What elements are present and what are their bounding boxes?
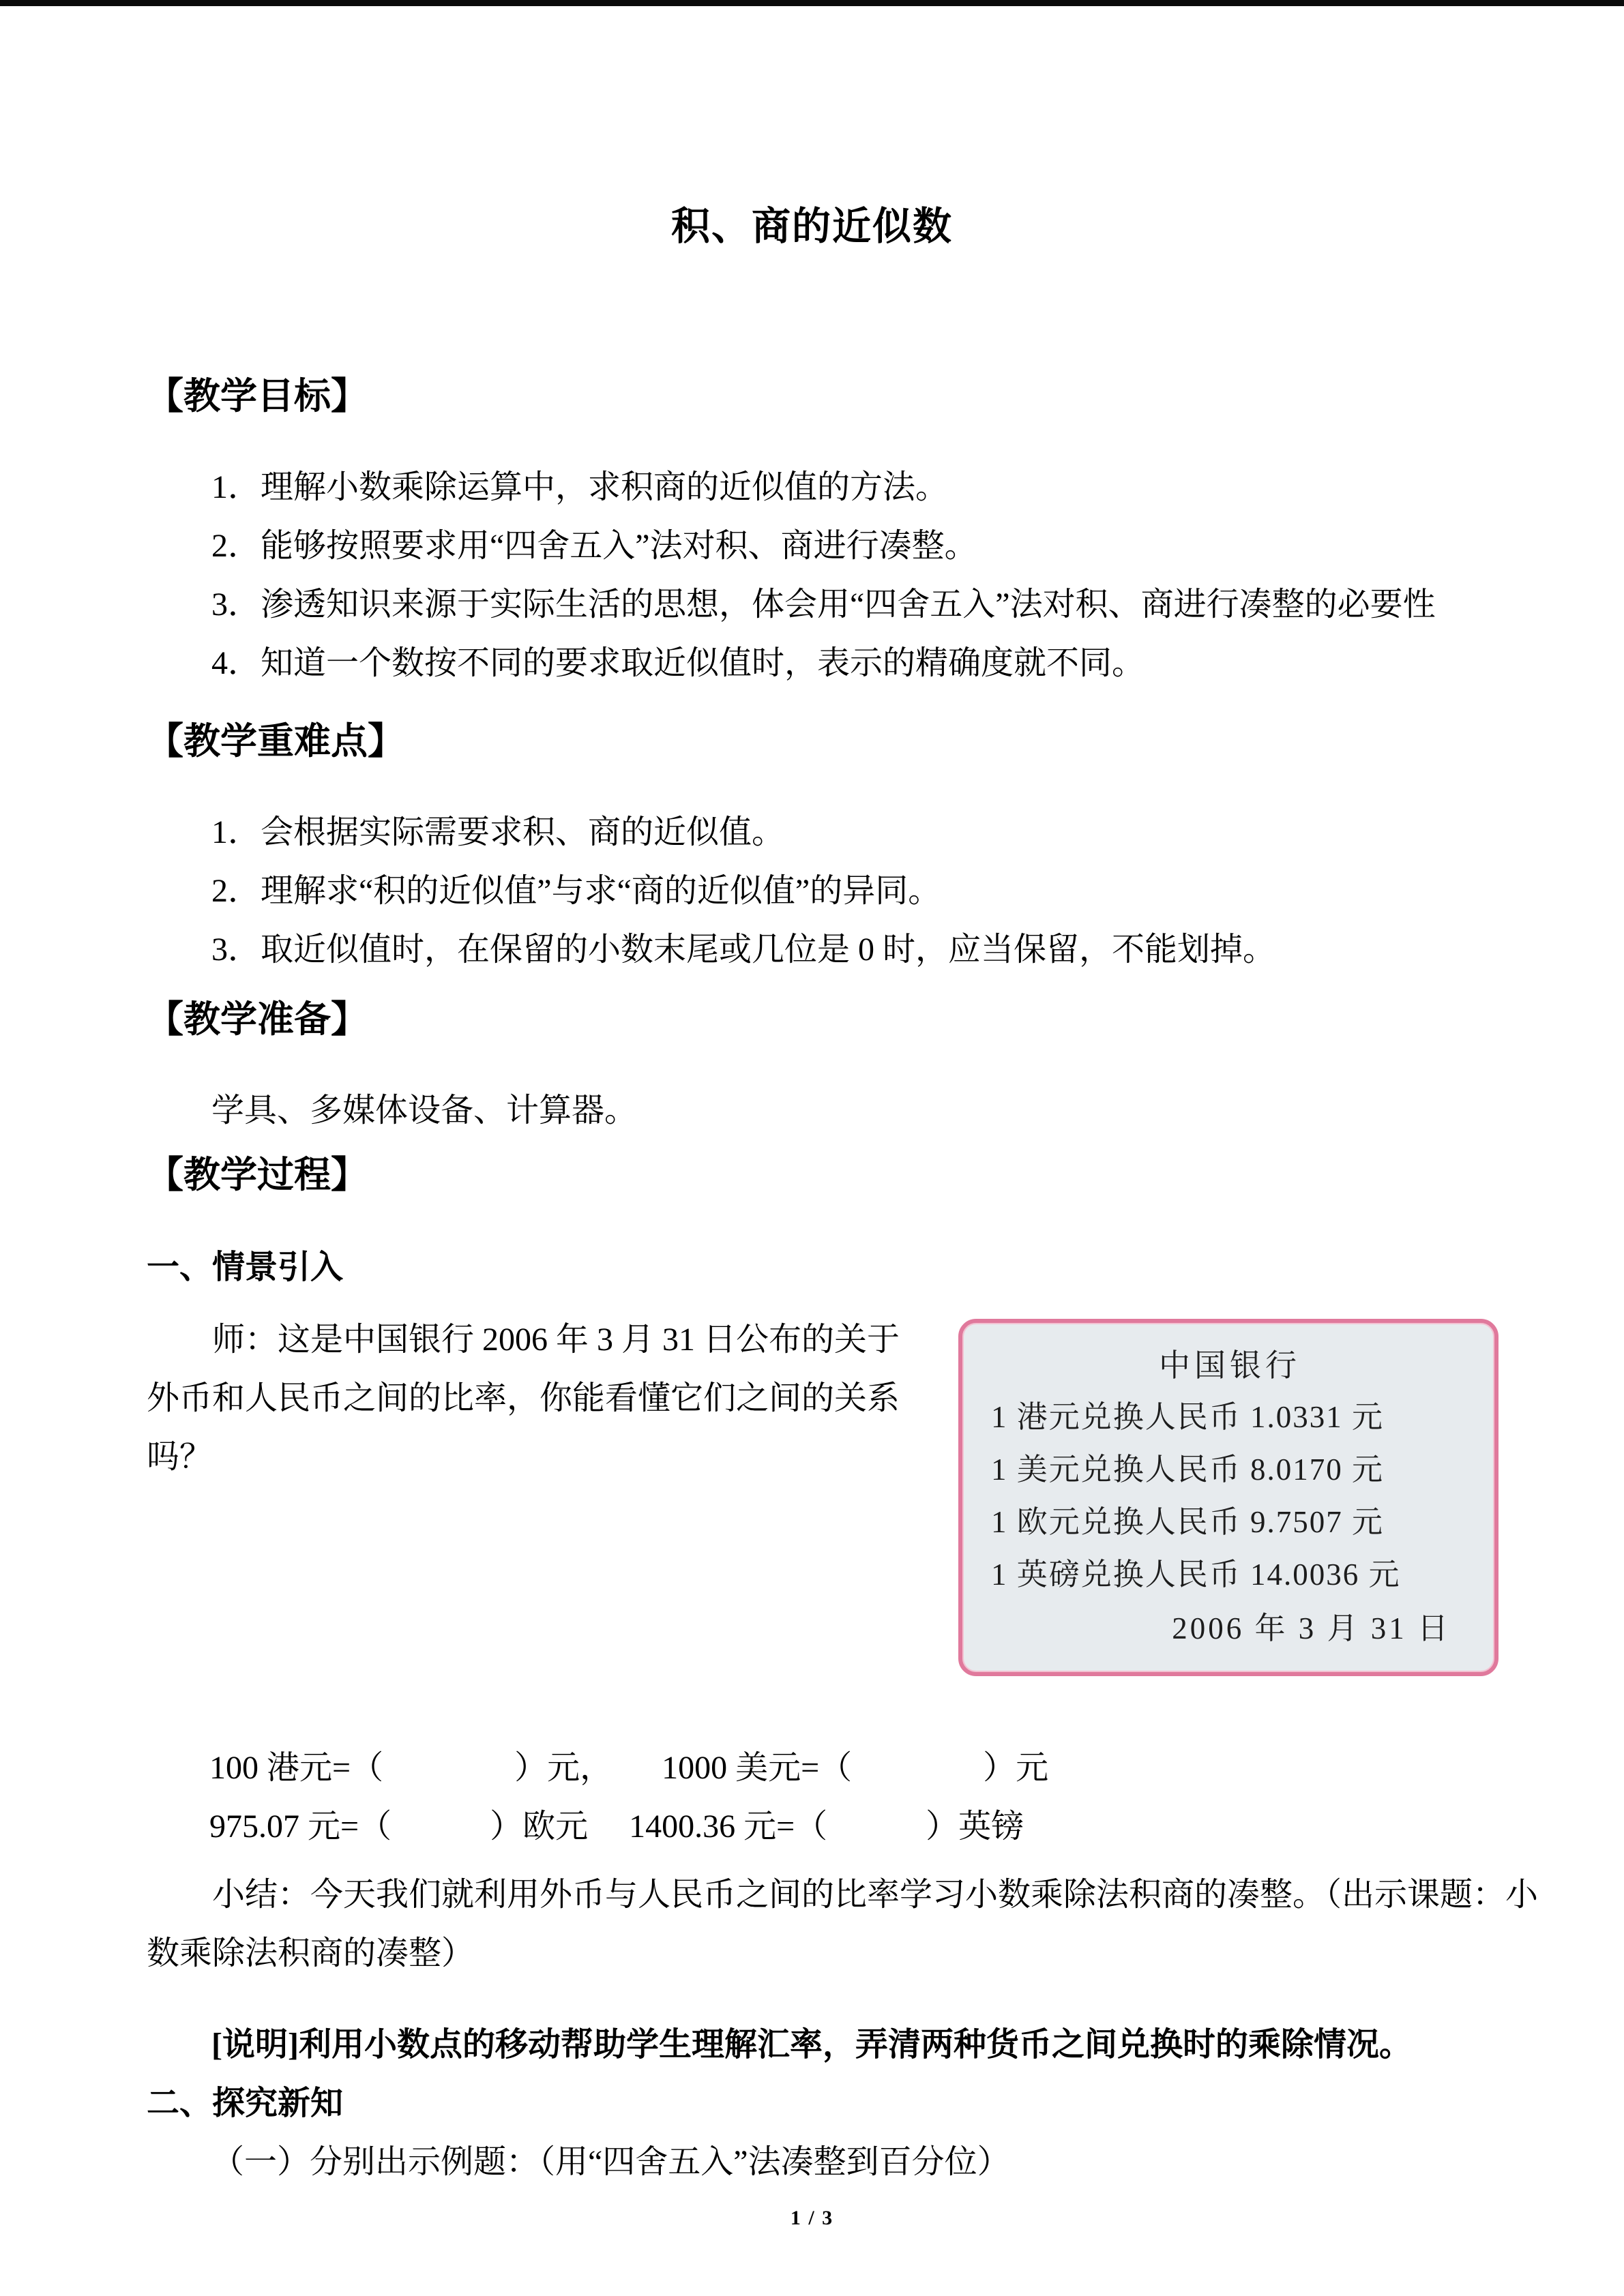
page-title: 积、商的近似数 [671,205,953,248]
teacher-dialogue: 师：这是中国银行 2006 年 3 月 31 日公布的关于外币和人民币之间的比率，你能看懂它们之间的关系吗？ [147,1322,900,1475]
heading-process: 【教学过程】 [147,1154,368,1195]
heading-objectives: 【教学目标】 [147,376,368,417]
bank-name: 中国银行 [1159,1348,1301,1383]
key-point-item: 2．理解求“积的近似值”与求“商的近似值”的异同。 [211,873,941,909]
key-points-list [147,803,1564,979]
heading-part1: 一、情景引入 [147,1249,344,1285]
part2-item: （一）分别出示例题：（用“四舍五入”法凑整到百分位） [211,2144,1010,2180]
rate-date: 2006 年 3 月 31 日 [1172,1611,1451,1645]
key-point-item: 3．取近似值时，在保留的小数末尾或几位是 0 时，应当保留，不能划掉。 [211,931,1276,968]
exercise-block [147,1676,1564,1856]
objectives-list [147,458,1564,693]
rate-line: 1 美元兑换人民币 8.0170 元 [991,1452,1385,1487]
exercise-line-2: 975.07 元=（ ）欧元 1400.36 元=（ ）英镑 [209,1808,1024,1845]
page-number: 1 / 3 [790,2207,834,2229]
exercise-line-1: 100 港元=（ ）元， 1000 美元=（ ）元 [209,1750,1049,1786]
intro-section [147,1311,1564,1645]
exchange-rate-card [958,1319,1498,1676]
note-paragraph: [说明]利用小数点的移动帮助学生理解汇率，弄清两种货币之间兑换时的乘除情况。 [211,2027,1412,2063]
objective-item: 2．能够按照要求用“四舍五入”法对积、商进行凑整。 [211,528,977,564]
heading-key-points: 【教学重难点】 [147,721,404,762]
heading-part2: 二、探究新知 [147,2085,344,2121]
rate-line: 1 欧元兑换人民币 9.7507 元 [991,1505,1385,1539]
objective-item: 4．知道一个数按不同的要求取近似值时，表示的精确度就不同。 [211,645,1145,681]
heading-preparation: 【教学准备】 [147,999,368,1040]
document-body [0,372,1624,2192]
objective-item: 3．渗透知识来源于实际生活的思想，体会用“四舍五入”法对积、商进行凑整的必要性 [211,586,1436,623]
preparation-text: 学具、多媒体设备、计算器。 [211,1092,638,1129]
scan-artifact-top [0,0,1624,6]
summary-paragraph: 小结：今天我们就利用外币与人民币之间的比率学习小数乘除法积商的凑整。（出示课题：小数乘除法积商的凑整） [147,1877,1539,1971]
key-point-item: 1．会根据实际需要求积、商的近似值。 [211,814,785,850]
objective-item: 1．理解小数乘除运算中，求积商的近似值的方法。 [211,469,949,505]
rate-line: 1 英磅兑换人民币 14.0036 元 [991,1557,1401,1592]
rate-line: 1 港元兑换人民币 1.0331 元 [991,1400,1385,1434]
